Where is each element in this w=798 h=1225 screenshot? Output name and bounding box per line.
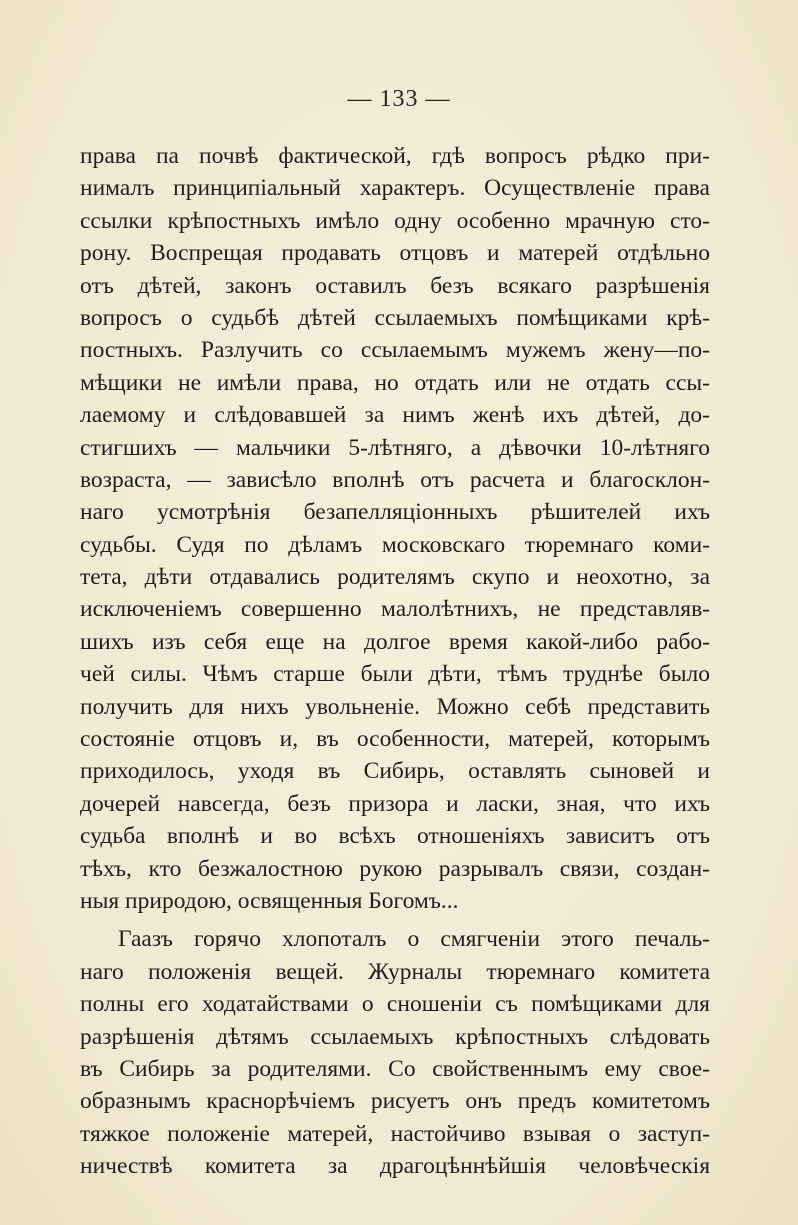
text-line: исключеніемъ совершенно малолѣтнихъ, не представляв- — [80, 596, 710, 623]
text-line: тета, дѣти отдавались родителямъ скупо и неохотно, за — [80, 564, 710, 591]
text-line: ссылки крѣпостныхъ имѣло одну особенно мрачную сто- — [80, 207, 710, 234]
text-line: вопросъ о судьбѣ дѣтей ссылаемыхъ помѣщиками крѣ- — [80, 304, 710, 331]
text-line: чей силы. Чѣмъ старше были дѣти, тѣмъ труднѣе было — [80, 661, 710, 688]
text-line: отъ дѣтей, законъ оставилъ безъ всякаго разрѣшенія — [80, 272, 710, 299]
text-line: нималъ принципіальный характеръ. Осуществленіе права — [80, 175, 710, 202]
paragraph-1 — [80, 140, 710, 917]
text-line: судьба вполнѣ и во всѣхъ отношеніяхъ зависитъ отъ — [80, 823, 710, 850]
paragraph-2 — [80, 923, 710, 1182]
text-line: наго положенія вещей. Журналы тюремнаго комитета — [80, 958, 710, 985]
text-line: приходилось, уходя въ Сибирь, оставлять сыновей и — [80, 758, 710, 785]
text-line: тяжкое положеніе матерей, настойчиво взывая о заступ- — [80, 1120, 710, 1147]
text-line: судьбы. Судя по дѣламъ московскаго тюремнаго коми- — [80, 531, 710, 558]
text-line: ныя природою, освященныя Богомъ... — [80, 887, 459, 914]
text-line: рону. Воспрещая продавать отцовъ и матерей отдѣльно — [80, 240, 710, 267]
text-line: права па почвѣ фактической, гдѣ вопросъ рѣдко при- — [80, 143, 710, 169]
text-line: дочерей навсегда, безъ призора и ласки, зная, что ихъ — [80, 790, 710, 817]
text-line: полны его ходатайствами о сношеніи съ помѣщиками для — [80, 991, 710, 1018]
text-line: получить для нихъ увольненіе. Можно себѣ представить — [80, 693, 710, 720]
text-line: Гаазъ горячо хлопоталъ о смягченіи этого печаль- — [118, 926, 710, 953]
text-line: состояніе отцовъ и, въ особенности, матерей, которымъ — [80, 726, 710, 753]
body-text — [80, 140, 710, 1183]
text-line: наго усмотрѣнія безапелляціонныхъ рѣшителей ихъ — [80, 499, 710, 526]
text-line: тѣхъ, кто безжалостною рукою разрывалъ связи, создан- — [80, 855, 710, 882]
text-line: шихъ изъ себя еще на долгое время какой-либо рабо- — [80, 628, 710, 655]
page-number: — 133 — — [347, 86, 451, 112]
text-line: ничествѣ комитета за драгоцѣннѣйшія человѣческія — [80, 1153, 710, 1180]
text-line: образнымъ краснорѣчіемъ рисуетъ онъ предъ комитетомъ — [80, 1088, 710, 1115]
text-line: лаемому и слѣдовавшей за нимъ женѣ ихъ дѣтей, до- — [80, 402, 710, 429]
text-line: мѣщики не имѣли права, но отдать или не отдать ссы- — [80, 369, 710, 396]
text-line: стигшихъ — мальчики 5-лѣтняго, а дѣвочки 10-лѣтняго — [80, 434, 710, 461]
text-line: постныхъ. Разлучить со ссылаемымъ мужемъ жену—по- — [80, 337, 710, 364]
text-line: возраста, — зависѣло вполнѣ отъ расчета и благосклон- — [80, 466, 710, 493]
text-line: разрѣшенія дѣтямъ ссылаемыхъ крѣпостныхъ слѣдовать — [80, 1023, 710, 1050]
text-line: въ Сибирь за родителями. Со свойственнымъ ему свое- — [80, 1055, 710, 1082]
